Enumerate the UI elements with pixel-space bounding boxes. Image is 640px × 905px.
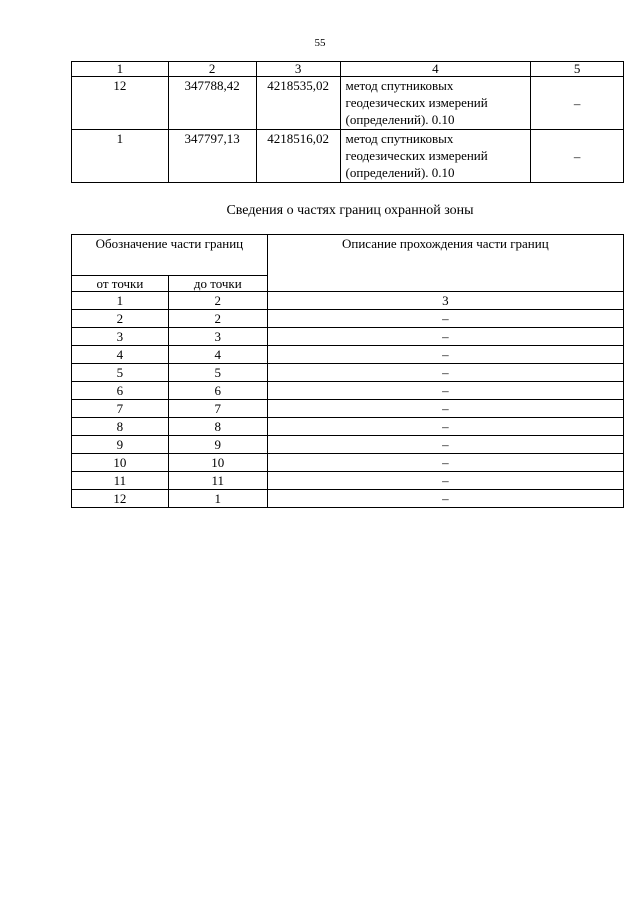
boundary-description: – (267, 400, 623, 418)
to-point: 6 (168, 382, 267, 400)
to-point: 9 (168, 436, 267, 454)
from-point: 7 (72, 400, 169, 418)
boundary-parts-body (72, 310, 624, 508)
to-point: 3 (168, 328, 267, 346)
boundary-description: – (267, 328, 623, 346)
coordinates-table (71, 61, 624, 183)
column-5-value: – (531, 130, 624, 183)
method-description: метод спутниковых геодезических измерений (определений). 0.10 (340, 77, 531, 130)
coordinate-x: 347797,13 (168, 130, 256, 183)
from-point: 5 (72, 364, 169, 382)
boundary-parts-table (71, 234, 624, 508)
to-point: 1 (168, 490, 267, 508)
point-number: 1 (72, 130, 169, 183)
column-numbering-row (72, 292, 624, 310)
table-row (72, 328, 624, 346)
column-number: 2 (168, 292, 267, 310)
table-row (72, 418, 624, 436)
boundary-description-header: Описание прохождения части границ (267, 235, 623, 292)
table-row (72, 130, 624, 183)
from-point: 8 (72, 418, 169, 436)
table-header-row (72, 62, 624, 77)
to-point: 8 (168, 418, 267, 436)
from-point: 6 (72, 382, 169, 400)
table-row (72, 400, 624, 418)
table-row (72, 472, 624, 490)
to-point: 11 (168, 472, 267, 490)
from-point: 12 (72, 490, 169, 508)
from-point: 3 (72, 328, 169, 346)
coordinate-y: 4218535,02 (256, 77, 340, 130)
to-point: 2 (168, 310, 267, 328)
column-number: 3 (267, 292, 623, 310)
coordinate-x: 347788,42 (168, 77, 256, 130)
boundary-description: – (267, 418, 623, 436)
column-header: 4 (340, 62, 531, 77)
boundary-description: – (267, 346, 623, 364)
from-point: 2 (72, 310, 169, 328)
boundary-description: – (267, 454, 623, 472)
boundary-description: – (267, 490, 623, 508)
section-title: Сведения о частях границ охранной зоны (226, 203, 474, 218)
point-number: 12 (72, 77, 169, 130)
method-description: метод спутниковых геодезических измерений (определений). 0.10 (340, 130, 531, 183)
column-number: 1 (72, 292, 169, 310)
to-point: 5 (168, 364, 267, 382)
page-number: 55 (314, 37, 326, 49)
table-row (72, 454, 624, 472)
table-row (72, 77, 624, 130)
table-header-row (72, 235, 624, 276)
from-point: 11 (72, 472, 169, 490)
table-row (72, 382, 624, 400)
to-point: 10 (168, 454, 267, 472)
boundary-description: – (267, 472, 623, 490)
table-row (72, 364, 624, 382)
boundary-description: – (267, 310, 623, 328)
column-header: 5 (531, 62, 624, 77)
column-5-value: – (531, 77, 624, 130)
column-header: 1 (72, 62, 169, 77)
coordinate-y: 4218516,02 (256, 130, 340, 183)
boundary-description: – (267, 382, 623, 400)
to-point: 7 (168, 400, 267, 418)
boundary-description: – (267, 364, 623, 382)
from-point: 10 (72, 454, 169, 472)
from-point: 4 (72, 346, 169, 364)
from-point: 9 (72, 436, 169, 454)
column-header: 3 (256, 62, 340, 77)
column-header: 2 (168, 62, 256, 77)
table-row (72, 346, 624, 364)
to-point-header: до точки (168, 276, 267, 292)
table-row (72, 490, 624, 508)
from-point-header: от точки (72, 276, 169, 292)
table-row (72, 310, 624, 328)
boundary-description: – (267, 436, 623, 454)
table-row (72, 436, 624, 454)
boundary-part-designation-header: Обозначение части границ (72, 235, 268, 276)
to-point: 4 (168, 346, 267, 364)
